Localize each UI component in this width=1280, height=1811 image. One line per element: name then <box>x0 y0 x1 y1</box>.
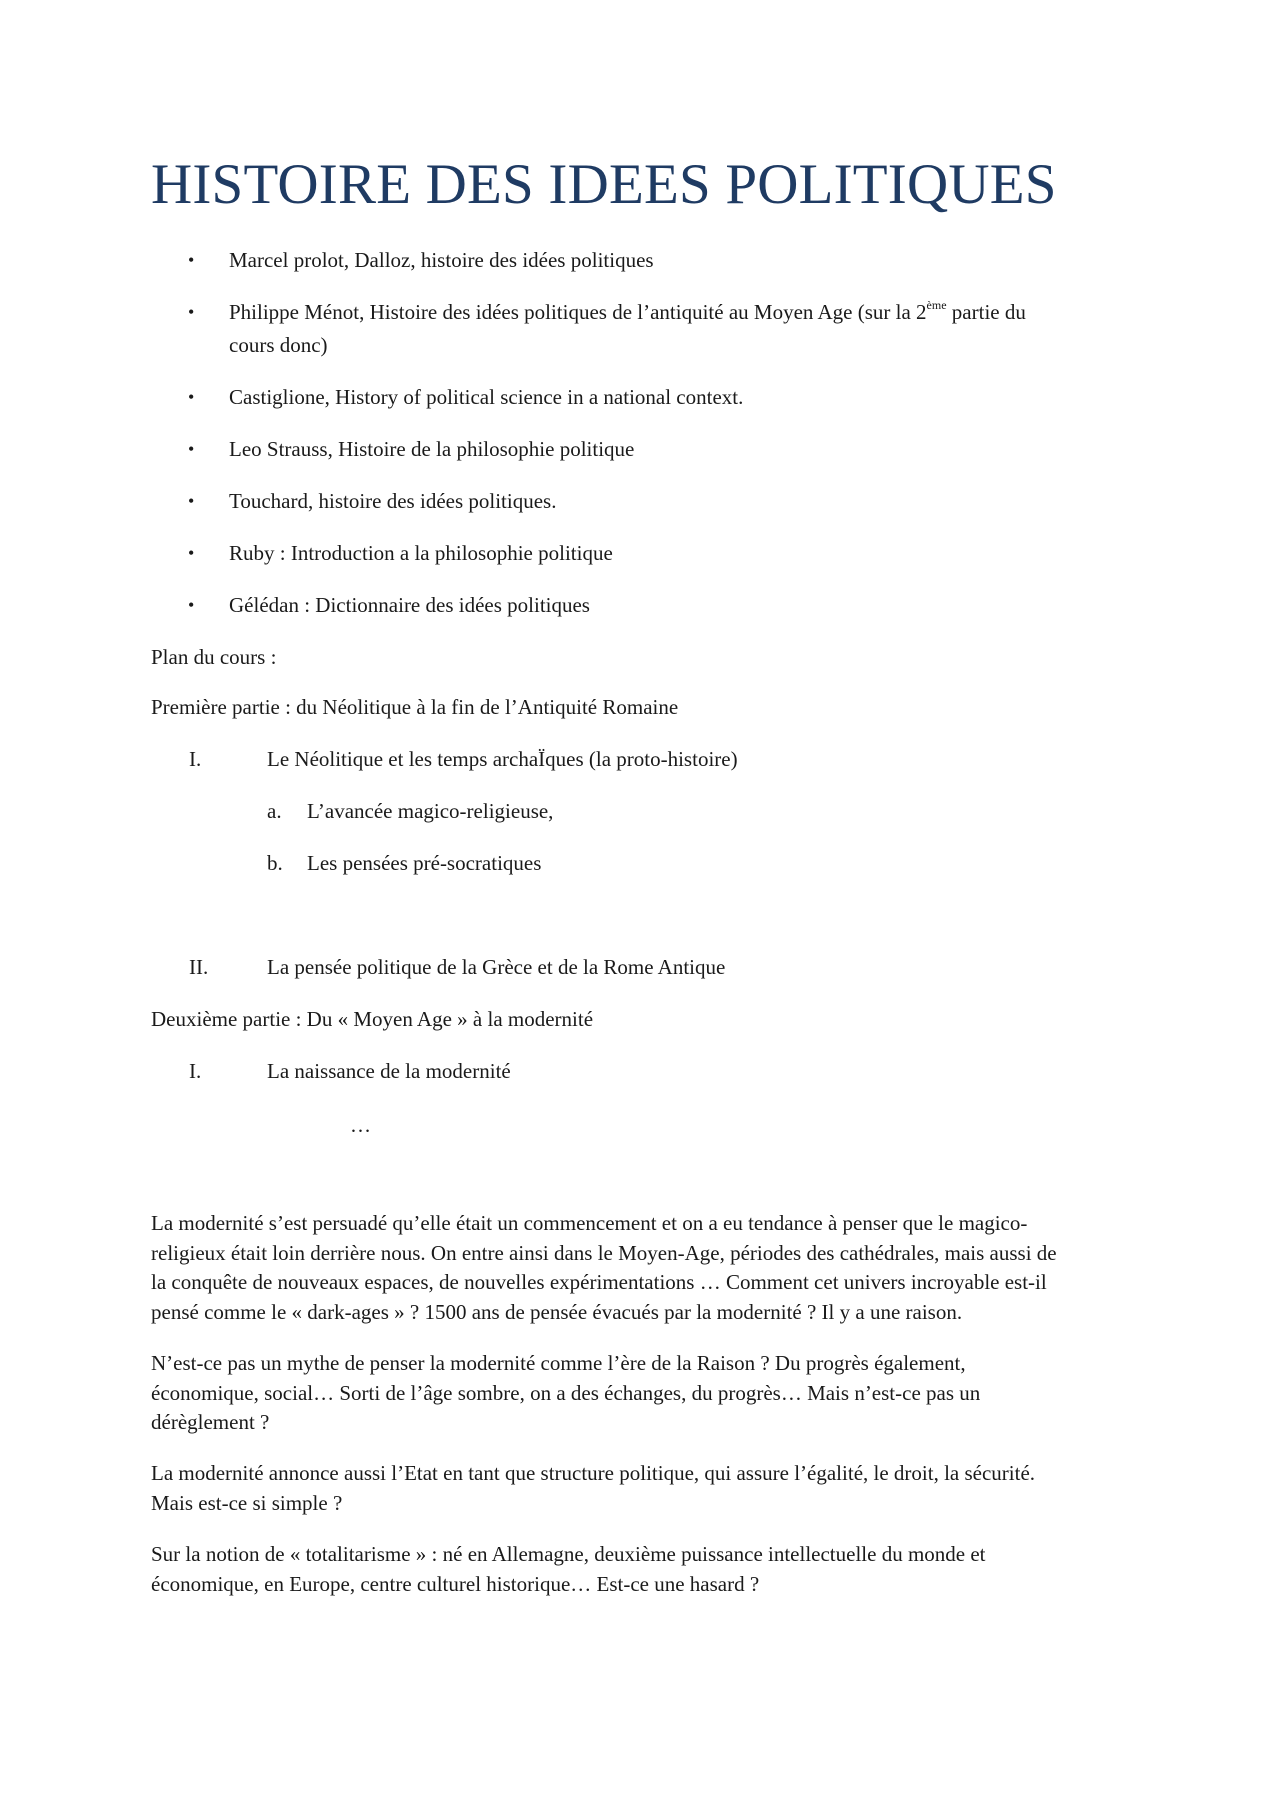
paragraph <box>151 1459 1141 1518</box>
bullet-icon: • <box>188 439 195 459</box>
paragraph-line: Sur la notion de « totalitarisme » : né en Allemagne, deuxième puissance intellectuelle du monde et <box>151 1542 986 1566</box>
part-two-heading: Deuxième partie : Du « Moyen Age » à la modernité <box>151 1007 594 1031</box>
list-item-text: Philippe Ménot, Histoire des idées politiques de l’antiquité au Moyen Age (sur la 2ème partie du <box>229 298 1026 324</box>
section-title: La pensée politique de la Grèce et de la Rome Antique <box>267 955 726 979</box>
subsection-letter: a. <box>267 799 282 823</box>
bullet-icon: • <box>188 387 195 407</box>
ellipsis: … <box>350 1113 371 1137</box>
paragraph <box>151 1209 1141 1327</box>
bullet-icon: • <box>188 491 195 511</box>
list-item-text: Castiglione, History of political science in a national context. <box>229 385 744 409</box>
paragraph-line: la conquête de nouveaux espaces, de nouvelles expérimentations … Comment cet univers incroyable est-il <box>151 1270 1047 1294</box>
paragraph-line: Mais est-ce si simple ? <box>151 1490 343 1515</box>
subsection-title: L’avancée magico-religieuse, <box>307 799 554 823</box>
section-title: La naissance de la modernité <box>267 1059 511 1083</box>
list-item-text: Touchard, histoire des idées politiques. <box>229 489 557 513</box>
bullet-icon: • <box>188 543 195 563</box>
section-number: I. <box>189 747 202 771</box>
document-title: HISTOIRE DES IDEES POLITIQUES <box>151 153 1057 216</box>
list-item-text: Gélédan : Dictionnaire des idées politiques <box>229 593 590 617</box>
paragraph <box>151 1540 1141 1599</box>
bullet-icon: • <box>188 250 195 270</box>
list-item-text-continued: cours donc) <box>229 333 328 357</box>
paragraph-line: La modernité annonce aussi l’Etat en tant que structure politique, qui assure l’égalité, le droit, la sécurité. <box>151 1461 1036 1485</box>
plan-label: Plan du cours : <box>151 645 277 669</box>
list-item-text: Leo Strauss, Histoire de la philosophie politique <box>229 437 635 461</box>
list-item-text: Marcel prolot, Dalloz, histoire des idées politiques <box>229 248 654 272</box>
paragraph-line: La modernité s’est persuadé qu’elle était un commencement et on a eu tendance à penser que le magico- <box>151 1211 1028 1235</box>
paragraph-line: économique, social… Sorti de l’âge sombre, on a des échanges, du progrès… Mais n’est-ce pas un <box>151 1380 981 1405</box>
part-one-heading: Première partie : du Néolitique à la fin de l’Antiquité Romaine <box>151 695 679 719</box>
section-title: Le Néolitique et les temps archaÏques (la proto-histoire) <box>267 747 738 771</box>
list-item-text: Ruby : Introduction a la philosophie politique <box>229 541 613 565</box>
bullet-icon: • <box>188 302 195 322</box>
paragraph-line: religieux était loin derrière nous. On entre ainsi dans le Moyen-Age, périodes des cathédrales, mais aussi de <box>151 1240 1057 1265</box>
subsection-title: Les pensées pré-socratiques <box>307 851 542 875</box>
superscript: ème <box>926 298 947 312</box>
paragraph <box>151 1349 1141 1438</box>
section-number: II. <box>189 955 209 979</box>
paragraph-line: économique, en Europe, centre culturel historique… Est-ce une hasard ? <box>151 1571 760 1596</box>
subsection-letter: b. <box>267 851 283 875</box>
paragraph-line: N’est-ce pas un mythe de penser la modernité comme l’ère de la Raison ? Du progrès également, <box>151 1351 966 1375</box>
bullet-icon: • <box>188 595 195 615</box>
paragraph-line: dérèglement ? <box>151 1410 270 1434</box>
section-number: I. <box>189 1059 202 1083</box>
paragraph-line: pensé comme le « dark-ages » ? 1500 ans de pensée évacués par la modernité ? Il y a une raison. <box>151 1299 963 1324</box>
